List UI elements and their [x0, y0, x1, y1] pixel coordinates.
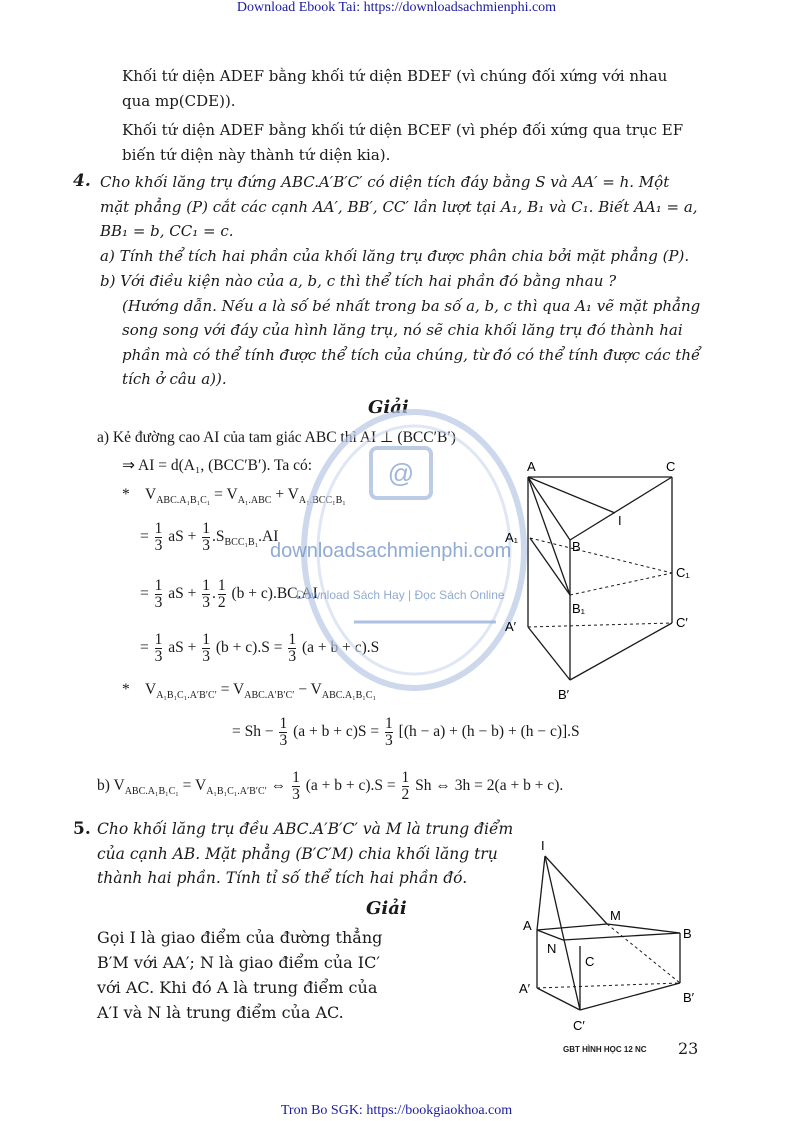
fig1-label: A₁ [505, 530, 519, 545]
fig1-label: C′ [676, 615, 688, 630]
fig1-label: B′ [558, 687, 570, 702]
expression: aS + [168, 639, 197, 656]
problem-5-solution-line: A′I và N là trung điểm của AC. [97, 1003, 344, 1022]
fig2-label: I [541, 838, 545, 853]
fraction-one-third: $\frac{1}{3}$ [202, 576, 210, 611]
subscript: ABC.A₁B₁C₁ [124, 786, 179, 797]
expression: Sh ⇔ 3h = 2(a + b + c). [415, 777, 564, 794]
bullet: * [122, 681, 130, 698]
expression: .AI [258, 528, 279, 545]
expression: (a + b + c).S [301, 639, 380, 656]
fig1-label: B [572, 539, 581, 554]
solution-a-line: ⇒ AI = d(A₁, (BCC′B′). Ta có: [122, 457, 313, 474]
prism-figure-1 [500, 455, 730, 705]
fraction-one-third: $\frac{1}{3}$ [202, 630, 210, 665]
problem-4-line: BB₁ = b, CC₁ = c. [100, 222, 234, 240]
fraction-one-third: $\frac{1}{3}$ [202, 519, 210, 554]
equals-volume: = V [220, 681, 245, 698]
fig1-label: A [527, 459, 536, 474]
problem-5-line: thành hai phần. Tính tỉ số thể tích hai phần đó. [97, 869, 468, 887]
fraction-one-third: $\frac{1}{3}$ [292, 768, 300, 803]
volume-symbol: V [144, 681, 157, 698]
expression: (b + c).BC.AI [231, 585, 318, 602]
problem-4-part-a: a) Tính thể tích hai phần của khối lăng trụ được phân chia bởi mặt phẳng (P). [100, 247, 690, 265]
intro-line: Khối tứ diện ADEF bằng khối tứ diện BDEF (vì chúng đối xứng với nhau [122, 67, 668, 85]
subscript: A₁B₁C₁.A′B′C′ [206, 786, 267, 797]
expression: (a + b + c)S = [293, 723, 380, 740]
intro-line: Khối tứ diện ADEF bằng khối tứ diện BCEF (vì phép đối xứng qua trục EF [122, 121, 684, 139]
problem-5-solution-line: B′M với AA′; N là giao điểm của IC′ [97, 953, 380, 972]
problem-4-hint: tích ở câu a)). [122, 370, 227, 388]
fig2-label: C′ [573, 1018, 585, 1033]
subscript: ABC.A′B′C′ [244, 690, 295, 701]
fig2-label: N [547, 941, 557, 956]
problem-4-hint: song song với đáy của hình lăng trụ, nó sẽ chia khối lăng trụ đó thành hai [122, 321, 683, 339]
footer-link[interactable]: Tron Bo SGK: https://bookgiaokhoa.com [280, 1103, 513, 1118]
fig1-label: A′ [505, 619, 517, 634]
intro-line: qua mp(CDE)). [122, 92, 236, 110]
expression: = V [182, 777, 207, 794]
problem-4-part-b: b) Với điều kiện nào của a, b, c thì thể tích hai phần đó bằng nhau ? [100, 272, 617, 290]
watermark-tagline: Download Sách Hay | Đọc Sách Online [296, 588, 505, 602]
equals-volume: = V [214, 486, 238, 503]
expression: aS + [168, 585, 197, 602]
iff-symbol: ⇔ [270, 777, 287, 794]
expression: [(h − a) + (h − b) + (h − c)].S [398, 723, 580, 740]
problem-4-number: 4. [73, 171, 91, 191]
subscript: A₁.BCC₁B₁ [298, 495, 346, 506]
solution-heading: Giải [368, 397, 409, 418]
fig1-label: B₁ [572, 601, 586, 616]
expression: (a + b + c).S = [305, 777, 396, 794]
fraction-one-third: $\frac{1}{3}$ [154, 630, 163, 665]
equals-sign: = [140, 585, 149, 602]
page-number: 23 [678, 1039, 699, 1058]
problem-5-line: của cạnh AB. Mặt phẳng (B′C′M) chia khối lăng trụ [97, 845, 498, 863]
fig2-label: M [610, 908, 621, 923]
subscript: BCC₁B₁ [224, 537, 259, 548]
fig2-label: B [683, 926, 692, 941]
subscript: A₁B₁C₁.A′B′C′ [156, 690, 217, 701]
fig2-label: A′ [519, 981, 531, 996]
subscript: ABC.A₁B₁C₁ [321, 690, 376, 701]
problem-5-number: 5. [73, 819, 91, 839]
plus-volume: + V [275, 486, 299, 503]
problem-4-line: Cho khối lăng trụ đứng ABC.A′B′C′ có diện tích đáy bằng S và AA′ = h. Một [100, 173, 670, 191]
subscript: ABC.A₁B₁C₁ [156, 495, 211, 506]
watermark-site: downloadsachmienphi.com [270, 540, 512, 562]
equals-sign: = [140, 639, 149, 656]
fraction-one-third: $\frac{1}{3}$ [154, 576, 163, 611]
equation-step: = $\frac{1}{3}$ aS + $\frac{1}{3}$ . $\frac{1}{2}$ (b + c).BC.AI [140, 576, 318, 611]
volume-symbol: V [144, 486, 157, 503]
fig1-label: C [666, 459, 676, 474]
problem-4-hint: (Hướng dẫn. Nếu a là số bé nhất trong ba số a, b, c thì qua A₁ vẽ mặt phẳng [122, 297, 701, 315]
expression: .S [212, 528, 225, 545]
fig2-label: A [523, 918, 532, 933]
intro-line: biến tứ diện này thành tứ diện kia). [122, 146, 391, 164]
minus-volume: − V [298, 681, 322, 698]
download-header-link[interactable]: Download Ebook Tai: https://downloadsachmienphi.com [236, 0, 557, 15]
problem-5-solution-line: với AC. Khi đó A là trung điểm của [97, 978, 378, 997]
fraction-one-third: $\frac{1}{3}$ [154, 519, 163, 554]
equation-step [140, 520, 278, 560]
bullet: * [122, 486, 130, 503]
solution-a-line: a) Kẻ đường cao AI của tam giác ABC thì AI ⊥ (BCC′B′) [97, 429, 456, 446]
problem-4-line: mặt phẳng (P) cắt các cạnh AA′, BB′, CC′ lần lượt tại A₁, B₁ và C₁. Biết AA₁ = a, [100, 198, 698, 216]
fraction-one-third: $\frac{1}{3}$ [279, 714, 288, 749]
fig1-label: C₁ [676, 565, 690, 580]
equals-sign: = [140, 528, 149, 545]
prism-figure-2 [515, 838, 720, 1038]
fraction-one-half: $\frac{1}{2}$ [217, 576, 226, 611]
equation-step [232, 715, 580, 749]
solution-b-line [97, 769, 563, 809]
fraction-one-third: $\frac{1}{3}$ [385, 714, 393, 749]
subscript: A₁.ABC [237, 495, 272, 506]
book-title: GBT HÌNH HỌC 12 NC [563, 1045, 647, 1054]
expression: = Sh − [232, 723, 274, 740]
solution-heading: Giải [366, 898, 407, 919]
problem-4-hint: phần mà có thể tính được thể tích của chúng, từ đó có thể tính được các thể [122, 346, 701, 364]
expression: b) V [97, 777, 125, 794]
fig2-label: B′ [683, 990, 695, 1005]
problem-5-solution-line: Gọi I là giao điểm của đường thẳng [97, 928, 383, 947]
fraction-one-half: $\frac{1}{2}$ [401, 768, 410, 803]
expression: aS + [168, 528, 197, 545]
problem-5-line: Cho khối lăng trụ đều ABC.A′B′C′ và M là trung điểm [97, 820, 514, 838]
fig1-label: I [618, 513, 622, 528]
fraction-one-third: $\frac{1}{3}$ [288, 630, 297, 665]
svg-text:@: @ [387, 458, 415, 488]
fig2-label: C [585, 954, 595, 969]
expression: (b + c).S = [215, 639, 283, 656]
